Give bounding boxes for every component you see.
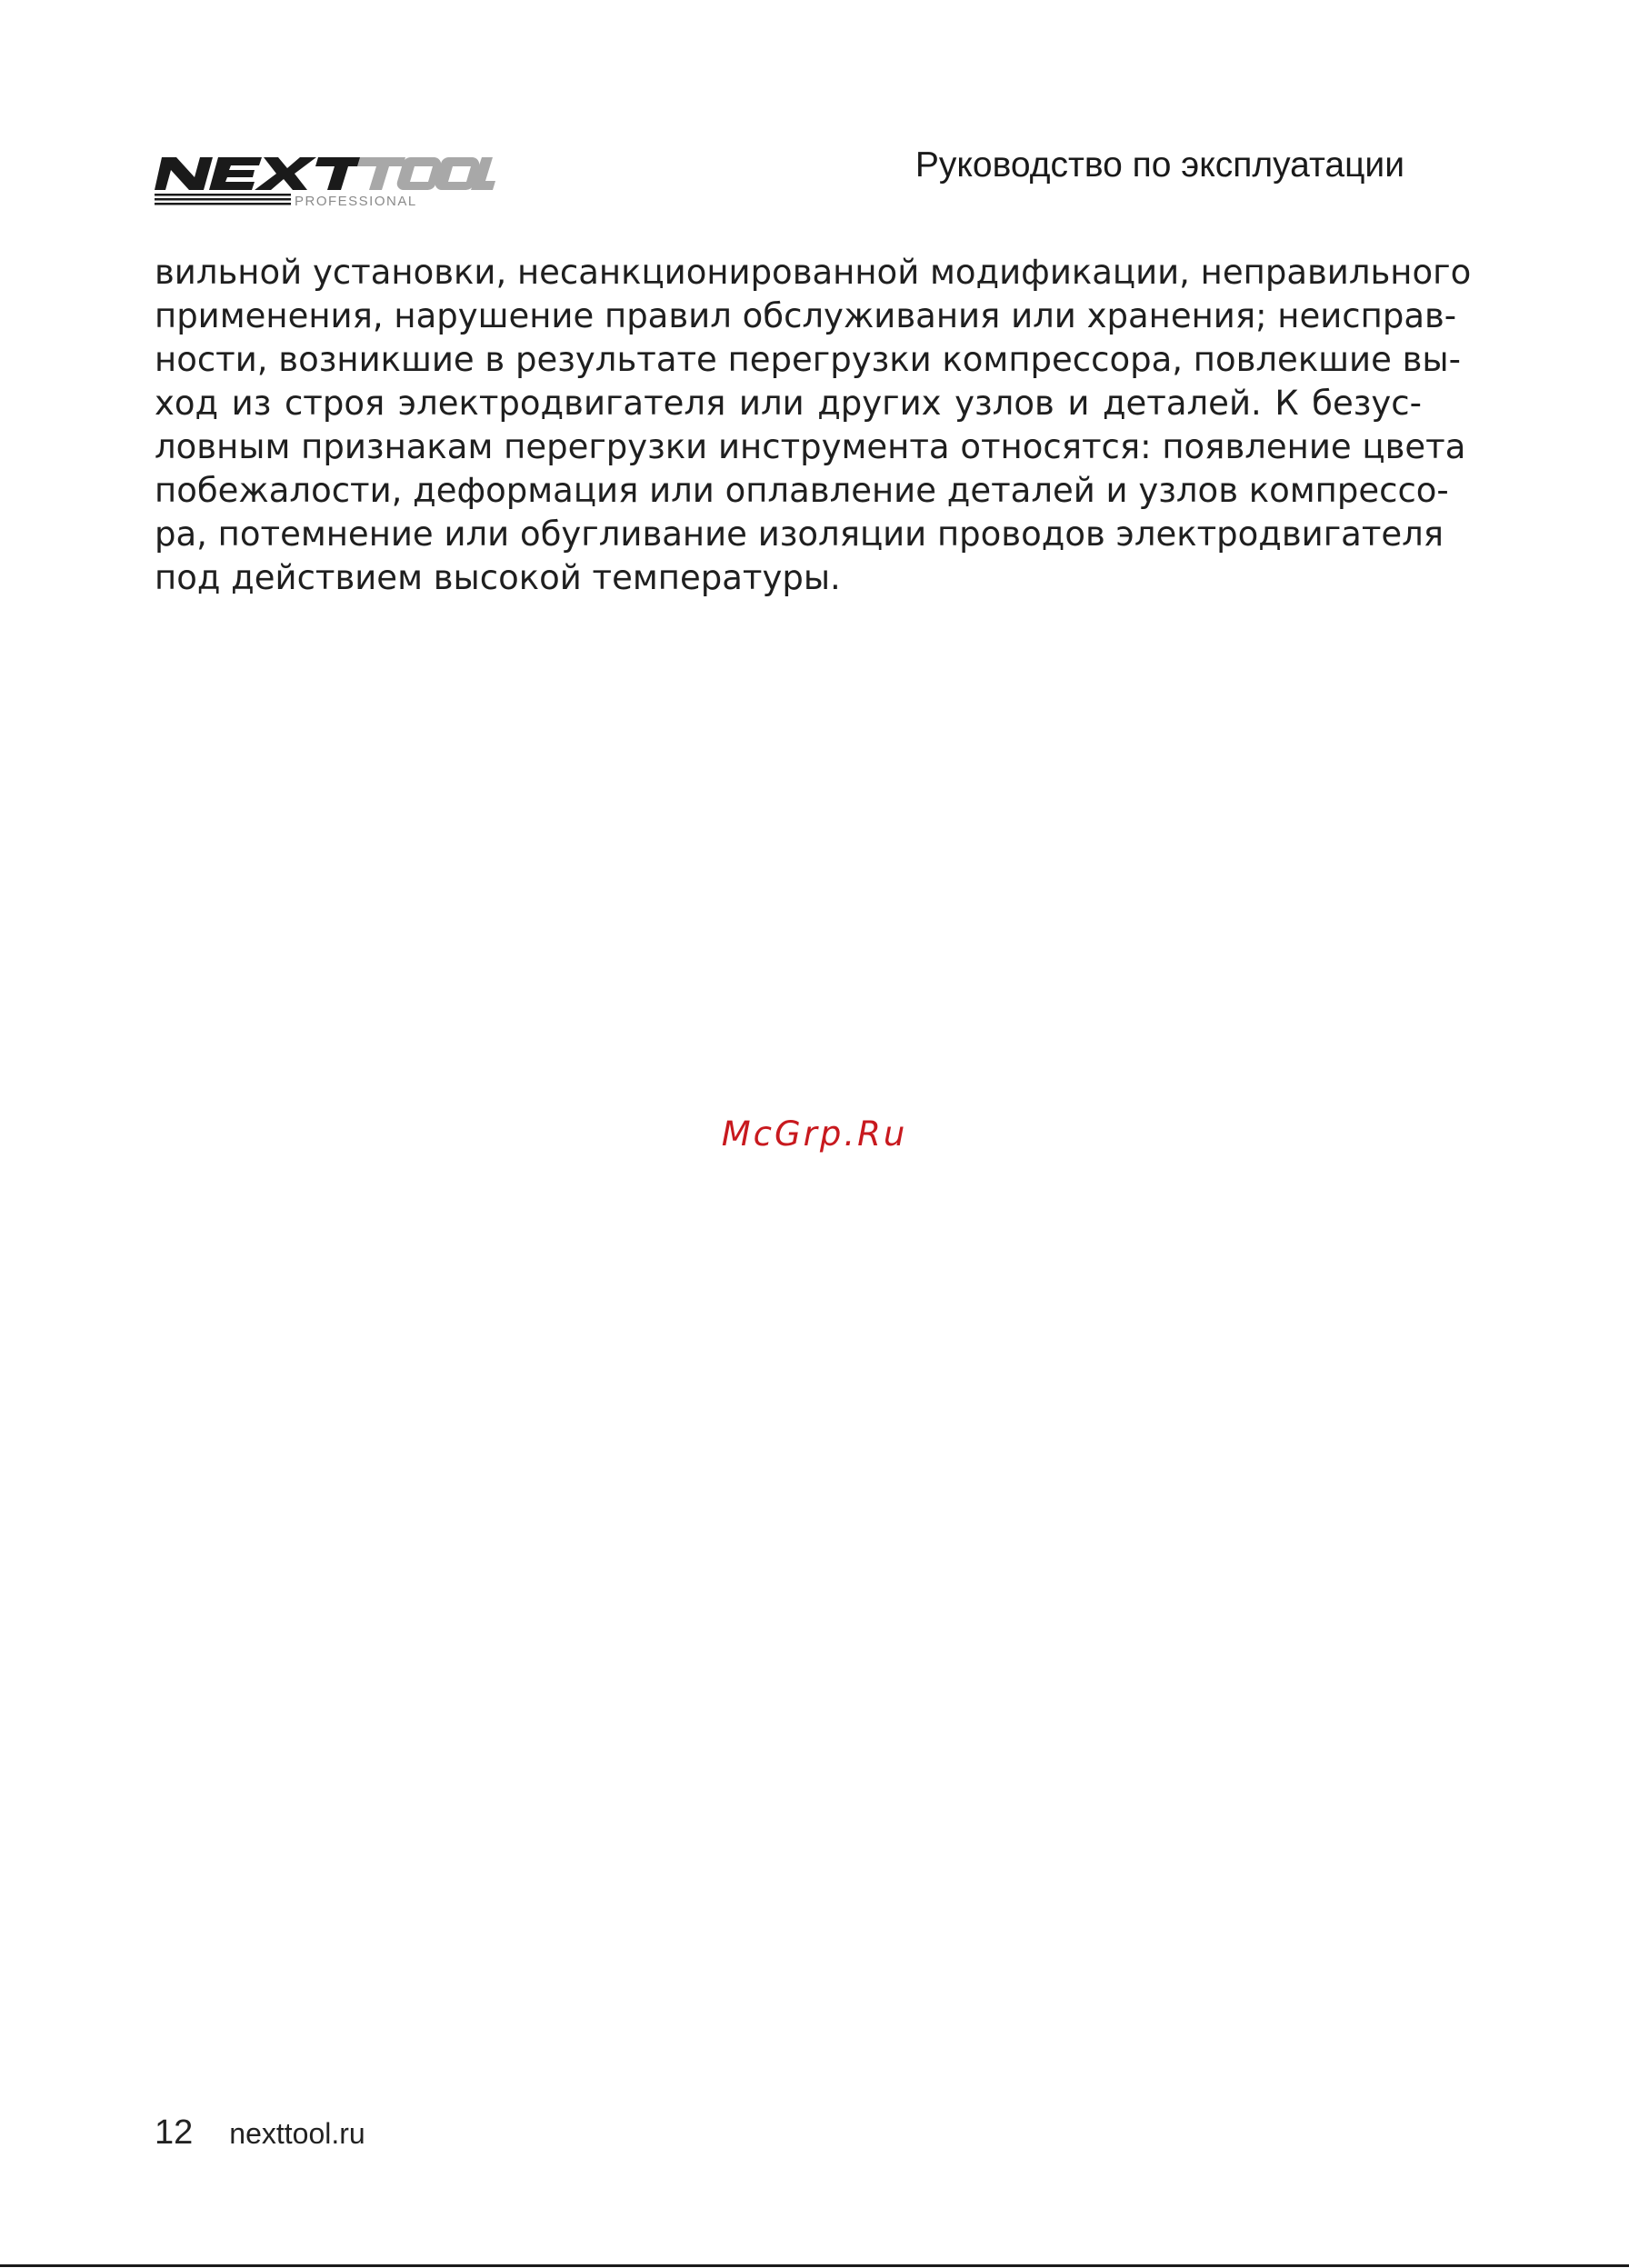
paragraph-line: вильной установки, несанкционированной модификации, неправильного: [155, 253, 1472, 292]
paragraph-line: под действием высокой температуры.: [155, 558, 841, 597]
page-number: 12: [155, 2113, 194, 2152]
document-title: Руководство по эксплуатации: [914, 145, 1404, 185]
paragraph-line: ра, потемнение или обугливание изоляции проводов электродвигателя: [155, 515, 1444, 554]
paragraph-line: применения, нарушение правил обслуживания или хранения; неисправ-: [155, 296, 1457, 335]
page-footer: [155, 2113, 365, 2159]
bottom-rule: [0, 2264, 1629, 2267]
svg-text:PROFESSIONAL: PROFESSIONAL: [295, 194, 417, 206]
watermark: McGrp.Ru: [721, 1114, 908, 1154]
paragraph-line: ности, возникшие в результате перегрузки компрессора, повлекшие вы-: [155, 340, 1461, 379]
body-paragraph: [155, 251, 1472, 600]
paragraph-line: побежалости, деформация или оплавление деталей и узлов компрессо-: [155, 471, 1449, 510]
footer-url: nexttool.ru: [229, 2117, 365, 2150]
nexttool-logo: [155, 150, 495, 206]
paragraph-line: ход из строя электродвигателя или других узлов и деталей. К безус-: [155, 384, 1422, 423]
paragraph-line: ловным признакам перегрузки инструмента относятся: появление цвета: [155, 427, 1466, 466]
page-header: [0, 0, 1629, 218]
